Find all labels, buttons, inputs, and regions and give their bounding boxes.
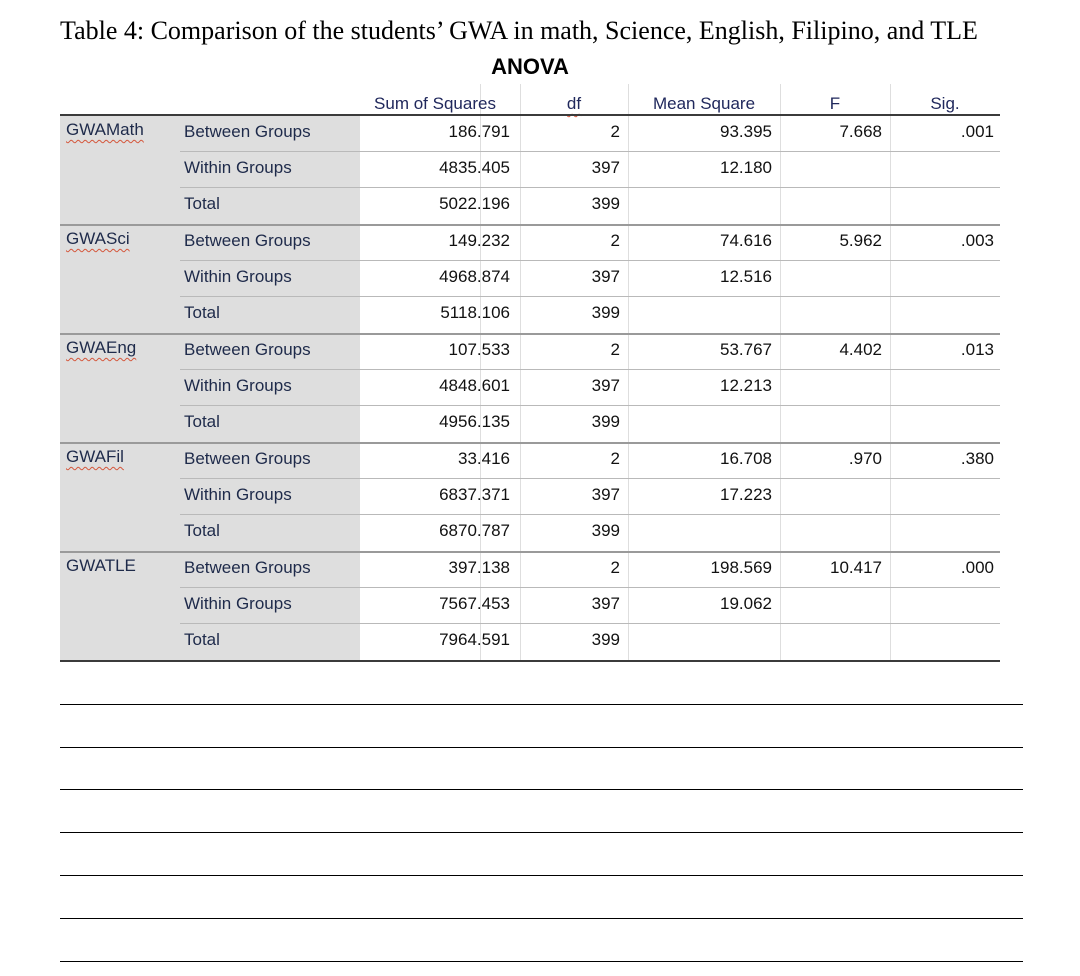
source-label: Total [184, 194, 220, 213]
source-label: Within Groups [184, 594, 292, 613]
sum-of-squares-value: 4968.874 [439, 267, 510, 286]
table-row [180, 261, 1000, 297]
df-value: 2 [610, 340, 620, 359]
source-label: Between Groups [184, 558, 311, 577]
f-value: 4.402 [839, 340, 882, 359]
variable-group [60, 334, 1000, 443]
sum-of-squares-value: 5118.106 [440, 303, 510, 322]
table-row [180, 225, 1000, 261]
df-value: 397 [591, 376, 620, 395]
sum-of-squares-value: 4956.135 [439, 412, 510, 431]
source-label: Total [184, 521, 220, 540]
df-value: 2 [610, 122, 620, 141]
df-value: 397 [591, 485, 620, 504]
blank-line [60, 832, 1023, 833]
mean-square-value: 16.708 [720, 449, 772, 468]
source-label: Within Groups [184, 376, 292, 395]
source-label: Between Groups [184, 231, 311, 250]
col-header-mean-square: Mean Square [652, 94, 756, 113]
sum-of-squares-value: 7567.453 [439, 594, 510, 613]
table-row [180, 116, 1000, 152]
mean-square-value: 17.223 [720, 485, 772, 504]
mean-square-value: 12.516 [720, 267, 772, 286]
col-header-df: df [566, 94, 582, 113]
df-value: 399 [591, 412, 620, 431]
mean-square-value: 12.180 [720, 158, 772, 177]
sum-of-squares-value: 4848.601 [439, 376, 510, 395]
f-value: .970 [848, 449, 882, 468]
sig-value: .380 [960, 449, 994, 468]
df-value: 2 [610, 558, 620, 577]
variable-group [60, 552, 1000, 661]
source-label: Total [184, 630, 220, 649]
dependent-variable-label: GWAEng [66, 338, 137, 357]
blank-line [60, 704, 1023, 705]
table-row [180, 515, 1000, 551]
table-row [180, 370, 1000, 406]
dependent-variable-label: GWASci [66, 229, 130, 248]
sig-value: .013 [960, 340, 994, 359]
sig-value: .000 [960, 558, 994, 577]
sum-of-squares-value: 5022.196 [439, 194, 510, 213]
sum-of-squares-value: 33.416 [458, 449, 510, 468]
blank-line [60, 918, 1023, 919]
anova-table [60, 84, 1000, 662]
sig-value: .001 [960, 122, 994, 141]
df-value: 2 [610, 449, 620, 468]
table-row [180, 188, 1000, 224]
table-row [180, 552, 1000, 588]
col-header-sum-of-squares: Sum of Squares [374, 94, 496, 113]
source-label: Total [184, 303, 220, 322]
mean-square-value: 74.616 [720, 231, 772, 250]
blank-line [60, 961, 1023, 962]
table-bottom-rule [60, 660, 1000, 662]
df-value: 397 [591, 158, 620, 177]
dependent-variable-label: GWAMath [66, 120, 144, 139]
col-header-sig: Sig. [930, 94, 960, 113]
col-header-f: F [829, 94, 841, 113]
sum-of-squares-value: 186.791 [448, 122, 510, 141]
blank-line [60, 875, 1023, 876]
f-value: 7.668 [839, 122, 882, 141]
blank-line [60, 747, 1023, 748]
mean-square-value: 93.395 [720, 122, 772, 141]
sum-of-squares-value: 6837.371 [439, 485, 510, 504]
variable-group [60, 443, 1000, 552]
df-value: 399 [591, 521, 620, 540]
df-value: 399 [591, 303, 620, 322]
mean-square-value: 198.569 [710, 558, 772, 577]
source-label: Within Groups [184, 158, 292, 177]
table-row [180, 479, 1000, 515]
df-value: 397 [591, 267, 620, 286]
anova-title: ANOVA [491, 54, 569, 79]
f-value: 10.417 [830, 558, 882, 577]
table-caption: Table 4: Comparison of the students’ GWA in math, Science, English, Filipino, and TLE [60, 16, 978, 45]
source-label: Between Groups [184, 340, 311, 359]
sum-of-squares-value: 397.138 [448, 558, 510, 577]
table-row [180, 624, 1000, 660]
source-label: Within Groups [184, 267, 292, 286]
sum-of-squares-value: 7964.591 [439, 630, 510, 649]
dependent-variable-label: GWATLE [66, 556, 136, 575]
table-row [180, 334, 1000, 370]
df-value: 397 [591, 594, 620, 613]
table-row [180, 406, 1000, 442]
variable-group [60, 225, 1000, 334]
mean-square-value: 53.767 [720, 340, 772, 359]
table-row [180, 443, 1000, 479]
df-value: 399 [591, 630, 620, 649]
sum-of-squares-value: 149.232 [448, 231, 510, 250]
source-label: Between Groups [184, 449, 311, 468]
sum-of-squares-value: 6870.787 [439, 521, 510, 540]
df-value: 2 [610, 231, 620, 250]
mean-square-value: 19.062 [720, 594, 772, 613]
sum-of-squares-value: 4835.405 [439, 158, 510, 177]
table-row [180, 152, 1000, 188]
table-row [180, 588, 1000, 624]
source-label: Within Groups [184, 485, 292, 504]
mean-square-value: 12.213 [720, 376, 772, 395]
variable-group [60, 116, 1000, 225]
sig-value: .003 [960, 231, 994, 250]
blank-line [60, 789, 1023, 790]
table-row [180, 297, 1000, 333]
sum-of-squares-value: 107.533 [448, 340, 510, 359]
dependent-variable-label: GWAFil [66, 447, 124, 466]
source-label: Total [184, 412, 220, 431]
source-label: Between Groups [184, 122, 311, 141]
df-value: 399 [591, 194, 620, 213]
f-value: 5.962 [839, 231, 882, 250]
